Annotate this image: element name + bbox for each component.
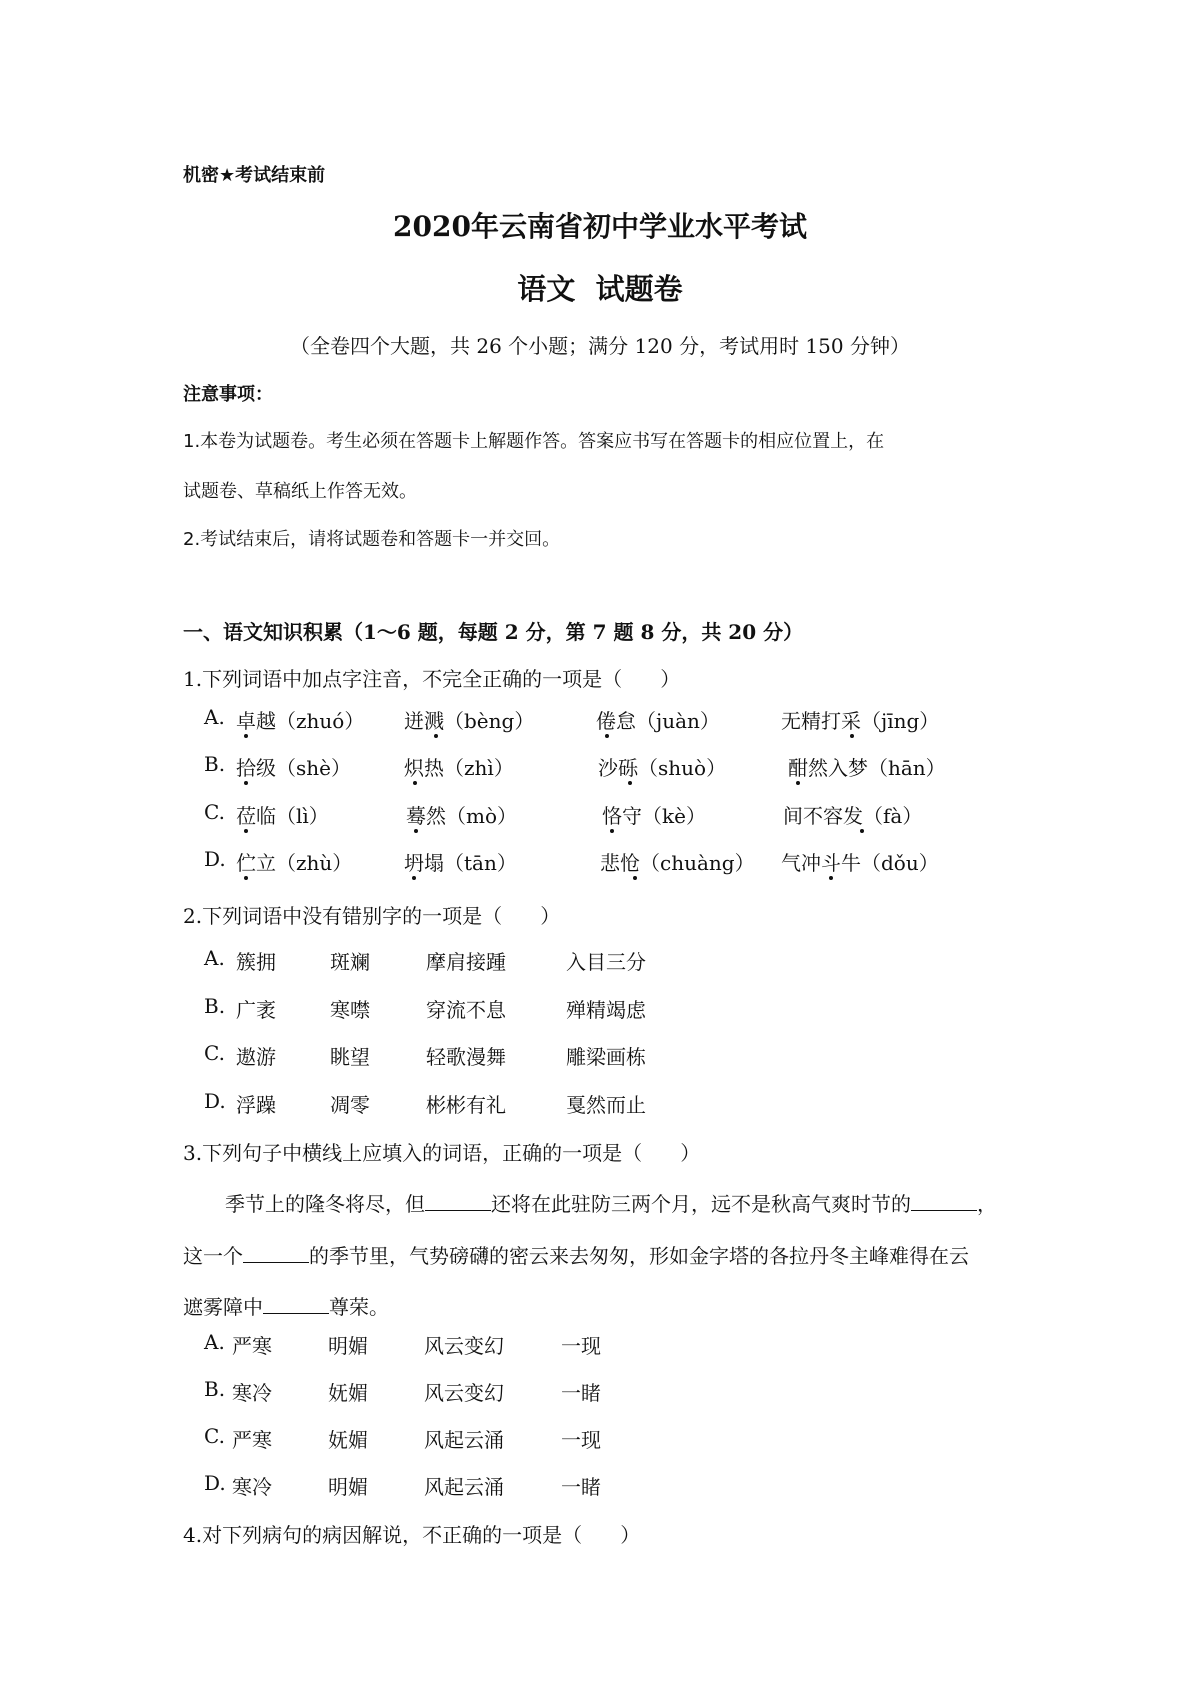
option-item: 严寒 bbox=[232, 1428, 272, 1452]
option-item: 雕梁画栋 bbox=[566, 1045, 646, 1069]
option-item: 眺望 bbox=[330, 1045, 370, 1069]
option-label: C. bbox=[204, 1041, 225, 1065]
emphasis-dot bbox=[413, 781, 417, 785]
option-item: 摩肩接踵 bbox=[426, 950, 506, 974]
option-item: 殚精竭虑 bbox=[566, 998, 646, 1022]
fill-blank bbox=[911, 1194, 977, 1211]
option-item: 广袤 bbox=[236, 998, 276, 1022]
emphasis-dot bbox=[434, 734, 438, 738]
emphasis-dot bbox=[796, 781, 800, 785]
option-item: 风起云涌 bbox=[424, 1428, 504, 1452]
option-item: 恪守（kè） bbox=[602, 804, 706, 828]
option-item: 轻歌漫舞 bbox=[426, 1045, 506, 1069]
option-item: 迸溅（bèng） bbox=[404, 709, 535, 733]
option-item: 凋零 bbox=[330, 1093, 370, 1117]
option-item: 倦怠（juàn） bbox=[596, 709, 720, 733]
option-item: 戛然而止 bbox=[566, 1093, 646, 1117]
passage-text: 尊荣。 bbox=[329, 1295, 389, 1319]
option-item: 入目三分 bbox=[566, 950, 646, 974]
option-item: 寒噤 bbox=[330, 998, 370, 1022]
exam-title: 2020年云南省初中学业水平考试 bbox=[393, 210, 807, 243]
option-item: 风起云涌 bbox=[424, 1475, 504, 1499]
option-item: 无精打采（jīng） bbox=[781, 709, 940, 733]
option-item: 妩媚 bbox=[328, 1428, 368, 1452]
option-item: 悲怆（chuàng） bbox=[600, 851, 755, 875]
notes-line-2: 2.考试结束后，请将试题卷和答题卡一并交回。 bbox=[183, 529, 561, 550]
option-item: 寒冷 bbox=[232, 1381, 272, 1405]
option-item: 遨游 bbox=[236, 1045, 276, 1069]
option-label: C. bbox=[204, 800, 225, 824]
exam-info: （全卷四个大题，共 26 个小题；满分 120 分，考试用时 150 分钟） bbox=[290, 334, 910, 358]
q4-stem: 4.对下列病句的病因解说，不正确的一项是（ ） bbox=[183, 1523, 641, 1547]
option-item: 伫立（zhù） bbox=[236, 851, 353, 875]
emphasis-dot bbox=[829, 876, 833, 880]
emphasis-dot bbox=[244, 829, 248, 833]
confidential-label: 机密★考试结束前 bbox=[183, 165, 326, 186]
option-label: A. bbox=[204, 705, 225, 729]
passage-text: ， bbox=[977, 1192, 997, 1216]
fill-blank bbox=[243, 1246, 309, 1263]
option-item: 彬彬有礼 bbox=[426, 1093, 506, 1117]
option-item: 风云变幻 bbox=[424, 1381, 504, 1405]
emphasis-dot bbox=[244, 734, 248, 738]
fill-blank bbox=[263, 1297, 329, 1314]
option-item: 坍塌（tān） bbox=[404, 851, 517, 875]
option-item: 蓦然（mò） bbox=[406, 804, 518, 828]
option-label: C. bbox=[204, 1424, 225, 1448]
option-item: 酣然入梦（hān） bbox=[788, 756, 946, 780]
option-label: A. bbox=[204, 946, 225, 970]
section-1-heading: 一、语文知识积累（1～6 题，每题 2 分，第 7 题 8 分，共 20 分） bbox=[183, 620, 804, 644]
option-item: 卓越（zhuó） bbox=[236, 709, 365, 733]
notes-line-1a: 1.本卷为试题卷。考生必须在答题卡上解题作答。答案应书写在答题卡的相应位置上，在 bbox=[183, 431, 885, 452]
option-label: B. bbox=[204, 994, 226, 1018]
emphasis-dot bbox=[850, 734, 854, 738]
passage-text: 这一个 bbox=[183, 1244, 243, 1268]
q3-stem: 3.下列句子中横线上应填入的词语，正确的一项是（ ） bbox=[183, 1141, 701, 1165]
passage-text: 的季节里，气势磅礴的密云来去匆匆，形如金字塔的各拉丹冬主峰难得在云 bbox=[309, 1244, 969, 1268]
q2-stem: 2.下列词语中没有错别字的一项是（ ） bbox=[183, 904, 561, 928]
emphasis-dot bbox=[244, 876, 248, 880]
fill-blank bbox=[425, 1194, 491, 1211]
passage-text: 季节上的隆冬将尽，但 bbox=[225, 1192, 425, 1216]
option-item: 穿流不息 bbox=[426, 998, 506, 1022]
emphasis-dot bbox=[244, 781, 248, 785]
emphasis-dot bbox=[605, 734, 609, 738]
option-item: 浮躁 bbox=[236, 1093, 276, 1117]
option-item: 一现 bbox=[561, 1428, 601, 1452]
option-label: B. bbox=[204, 1377, 226, 1401]
passage-text: 还将在此驻防三两个月，远不是秋高气爽时节的 bbox=[491, 1192, 911, 1216]
emphasis-dot bbox=[628, 781, 632, 785]
option-item: 严寒 bbox=[232, 1334, 272, 1358]
emphasis-dot bbox=[414, 829, 418, 833]
option-label: A. bbox=[204, 1330, 225, 1354]
option-item: 明媚 bbox=[328, 1334, 368, 1358]
option-item: 斑斓 bbox=[330, 950, 370, 974]
option-item: 气冲斗牛（dǒu） bbox=[781, 851, 939, 875]
option-label: D. bbox=[204, 847, 226, 871]
option-item: 风云变幻 bbox=[424, 1334, 504, 1358]
option-item: 一睹 bbox=[561, 1475, 601, 1499]
option-label: D. bbox=[204, 1471, 226, 1495]
notes-heading: 注意事项： bbox=[183, 384, 273, 405]
option-item: 一睹 bbox=[561, 1381, 601, 1405]
option-label: B. bbox=[204, 752, 226, 776]
exam-subtitle: 语文 试题卷 bbox=[517, 272, 683, 306]
emphasis-dot bbox=[610, 829, 614, 833]
passage-text: 遮雾障中 bbox=[183, 1295, 263, 1319]
option-item: 间不容发（fà） bbox=[783, 804, 923, 828]
q3-passage-line-2 bbox=[183, 1240, 969, 1269]
option-item: 明媚 bbox=[328, 1475, 368, 1499]
option-item: 炽热（zhì） bbox=[404, 756, 514, 780]
option-item: 沙砾（shuò） bbox=[598, 756, 727, 780]
option-item: 莅临（lì） bbox=[236, 804, 329, 828]
q3-passage-line-3 bbox=[183, 1291, 389, 1320]
emphasis-dot bbox=[860, 829, 864, 833]
emphasis-dot bbox=[633, 876, 637, 880]
option-item: 一现 bbox=[561, 1334, 601, 1358]
option-item: 拾级（shè） bbox=[236, 756, 351, 780]
option-item: 寒冷 bbox=[232, 1475, 272, 1499]
option-label: D. bbox=[204, 1089, 226, 1113]
notes-line-1b: 试题卷、草稿纸上作答无效。 bbox=[183, 481, 417, 502]
q1-stem: 1.下列词语中加点字注音，不完全正确的一项是（ ） bbox=[183, 667, 681, 691]
emphasis-dot bbox=[412, 876, 416, 880]
option-item: 簇拥 bbox=[236, 950, 276, 974]
option-item: 妩媚 bbox=[328, 1381, 368, 1405]
q3-passage-line-1 bbox=[225, 1188, 997, 1217]
